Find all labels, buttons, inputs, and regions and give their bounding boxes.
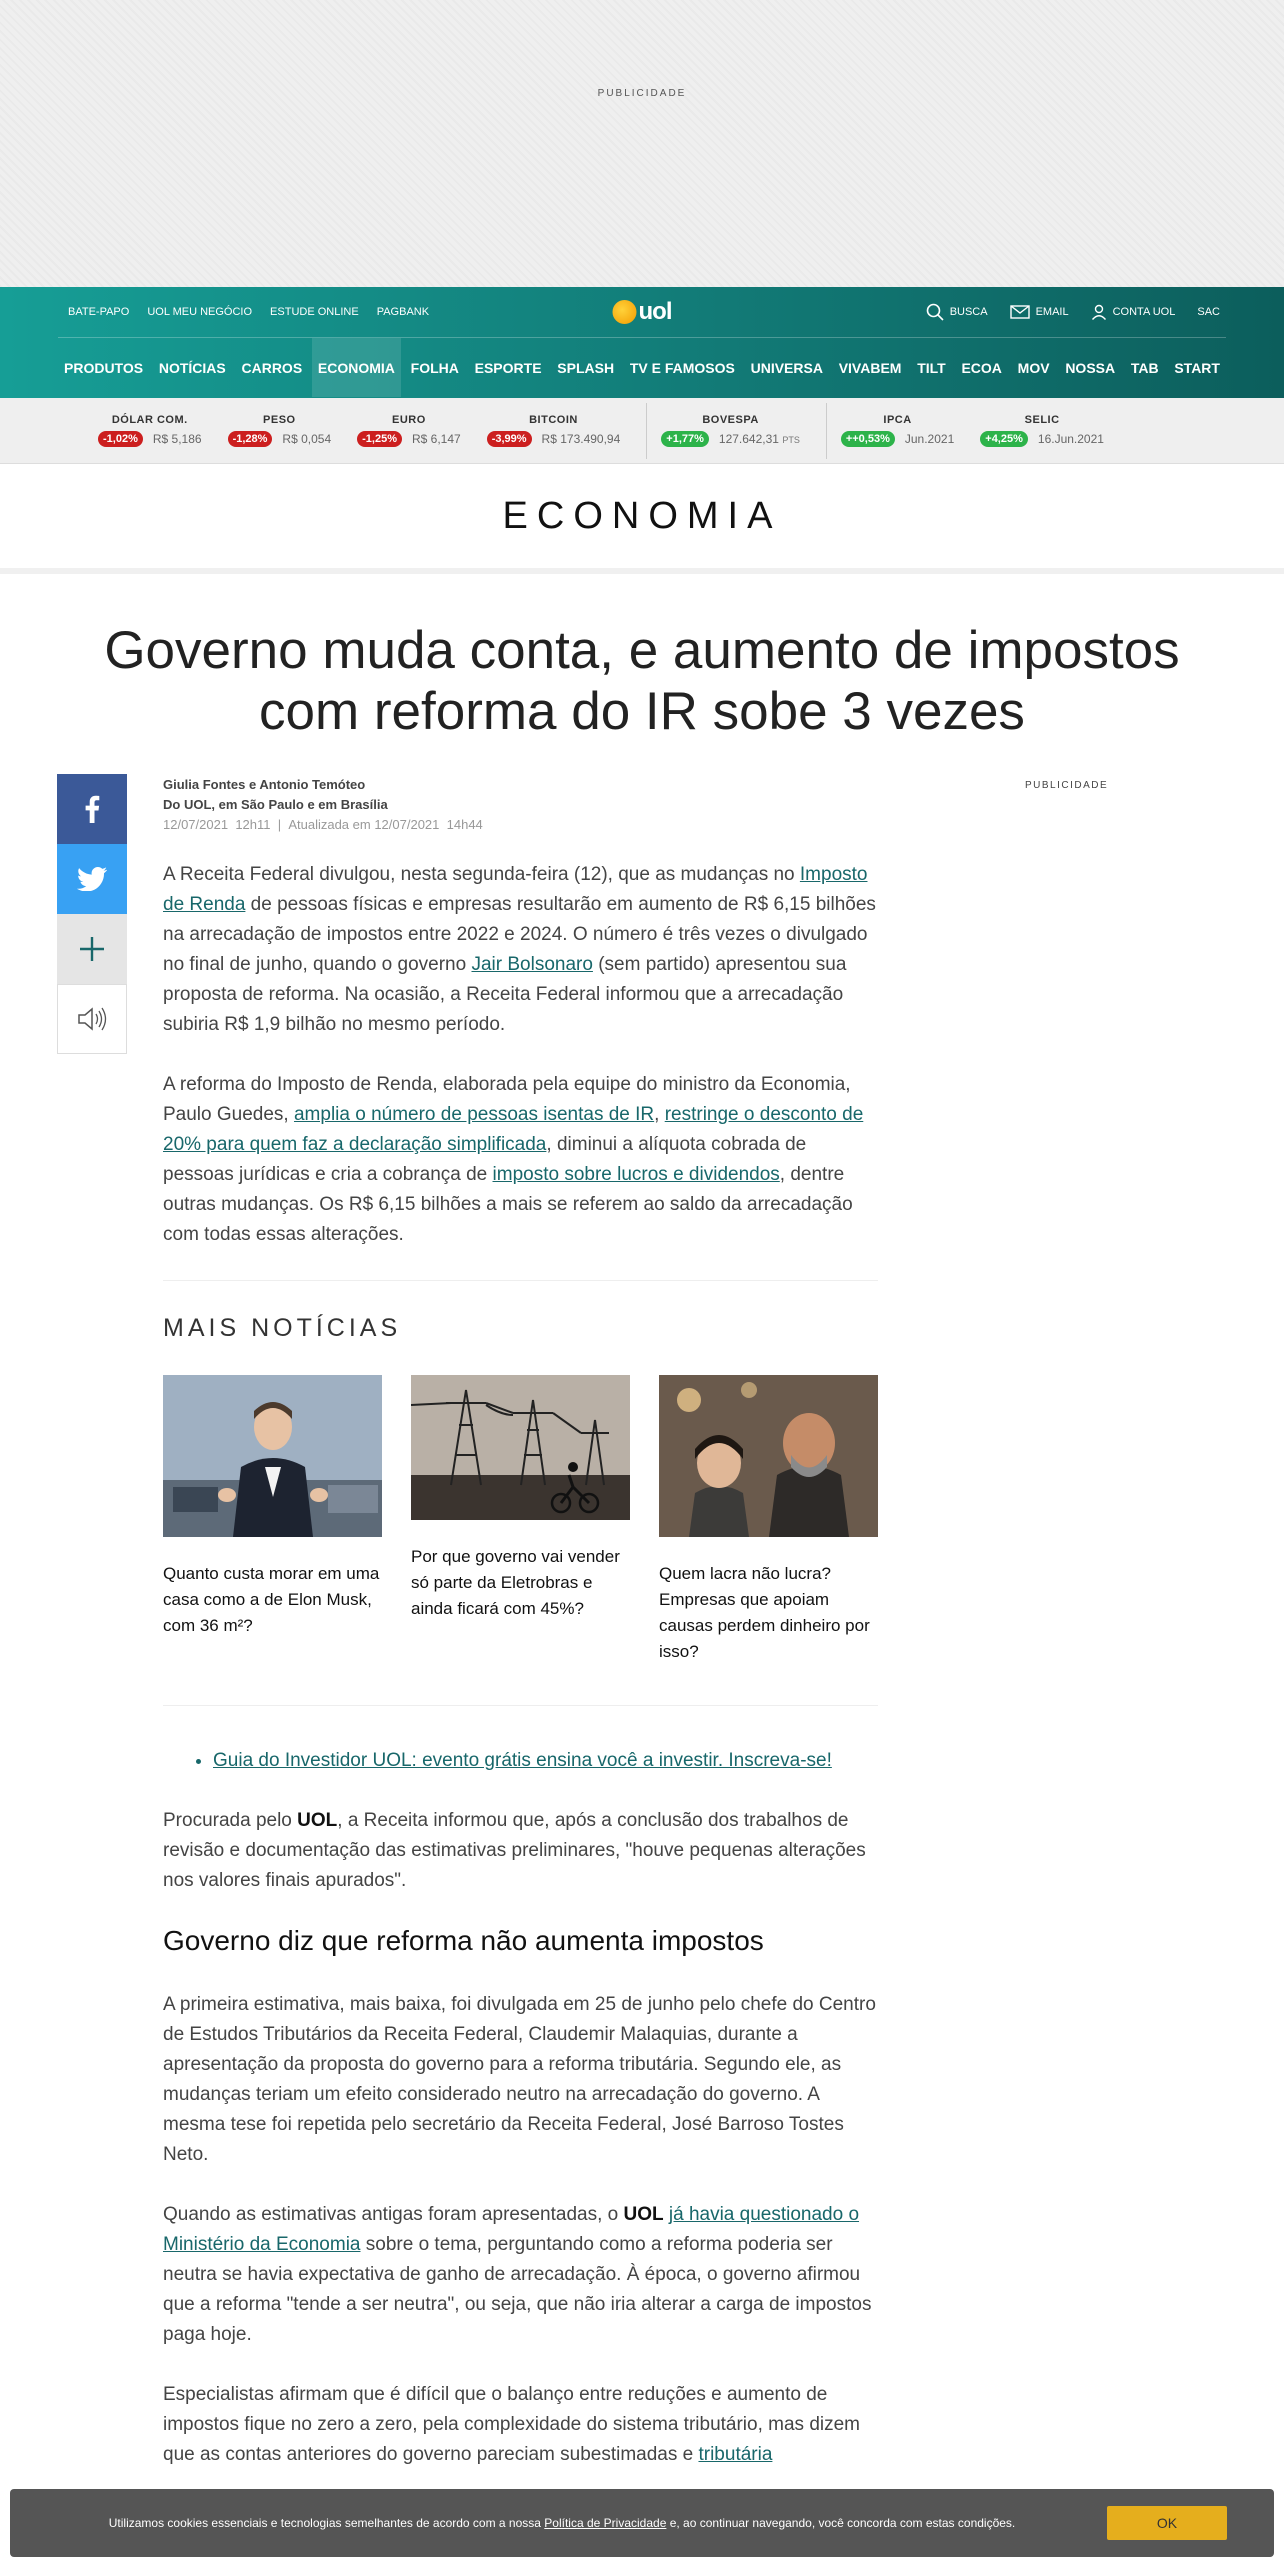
link-estude-online[interactable]: ESTUDE ONLINE xyxy=(270,306,359,318)
link-tributaria[interactable]: tributária xyxy=(698,2444,773,2465)
uol-sun-icon xyxy=(613,300,637,324)
news-cards xyxy=(163,1375,878,1706)
uol-logo[interactable] xyxy=(613,298,672,326)
card-title: Quem lacra não lucra? Empresas que apoiam causas perdem dinheiro por isso? xyxy=(659,1564,870,1661)
more-news-title: MAIS NOTÍCIAS xyxy=(163,1314,402,1342)
nav-esporte[interactable]: ESPORTE xyxy=(474,359,542,376)
paragraph: A primeira estimativa, mais baixa, foi divulgada em 25 de junho pelo chefe do Centro de Estudos Tributários da Receita Federal, Claudemir Malaquias, durante a apresentação da proposta do governo para a reforma tributária. Segundo ele, as mudanças teriam um efeito considerado neutro na arrecadação do governo. A mesma tese foi repetida pelo secretário da Receita Federal, José Barroso Tostes Neto. xyxy=(163,1994,876,2165)
link-dividendos[interactable]: imposto sobre lucros e dividendos xyxy=(492,1164,780,1185)
ticker-dolar[interactable] xyxy=(98,414,202,447)
publish-dates: 12/07/2021 12h11 | Atualizada em 12/07/2021 14h44 xyxy=(163,817,483,832)
nav-splash[interactable]: SPLASH xyxy=(557,359,615,376)
cookie-message: Utilizamos cookies essenciais e tecnologias semelhantes de acordo com a nossa Política de Privacidade e, ao continuar navegando, você concorda com estas condições. xyxy=(108,2516,1016,2530)
publish-time: 12h11 xyxy=(235,817,271,832)
link-ministerio-economia[interactable]: já havia questionado o Ministério da Economia xyxy=(163,2204,860,2255)
ticker-peso[interactable] xyxy=(228,414,332,447)
facebook-share-button[interactable] xyxy=(57,774,127,844)
ticker-unit: PTS xyxy=(782,435,800,445)
card-image-musk xyxy=(163,1375,382,1537)
link-pagbank[interactable]: PAGBANK xyxy=(376,306,430,318)
nav-start[interactable]: START xyxy=(1174,359,1220,376)
top-ad xyxy=(0,0,1284,287)
nav-tab[interactable]: TAB xyxy=(1130,359,1159,376)
ticker-bitcoin[interactable] xyxy=(487,414,621,447)
cookie-ok-button[interactable]: OK xyxy=(1107,2506,1227,2540)
ad-label: PUBLICIDADE xyxy=(597,88,687,99)
nav-ecoa[interactable]: ECOA xyxy=(961,359,1002,376)
link-isentos[interactable]: amplia o número de pessoas isentas de IR xyxy=(293,1104,655,1125)
news-card[interactable] xyxy=(163,1375,382,1665)
ticker-value: R$ 6,147 xyxy=(411,432,461,446)
main-nav xyxy=(58,337,1226,397)
ticker-value: R$ 0,054 xyxy=(282,432,332,446)
email-button[interactable] xyxy=(1010,305,1069,319)
paragraph: A reforma do Imposto de Renda, elaborada pela equipe do ministro da Economia, Paulo Guedes, amplia o número de pessoas isentas de IR, restringe o desconto de 20% para quem faz a declaração simplificada, diminui a alíquota cobrada de pessoas jurídicas e cria a cobrança de imposto sobre lucros e dividendos, dentre outras mudanças. Os R$ 6,15 bilhões a mais se referem ao saldo da arrecadação com todas essas alterações. xyxy=(163,1074,864,1245)
email-label: EMAIL xyxy=(1035,306,1069,318)
link-bate-papo[interactable]: BATE-PAPO xyxy=(68,306,130,318)
ticker-name: SELIC xyxy=(1024,414,1060,426)
section-header xyxy=(0,464,1284,574)
ticker-name: BOVESPA xyxy=(702,414,759,426)
ticker-divider xyxy=(826,403,827,459)
side-ad-label: PUBLICIDADE xyxy=(1025,780,1109,791)
search-label: BUSCA xyxy=(949,306,988,318)
logo-text: uol xyxy=(638,298,672,325)
account-label: CONTA UOL xyxy=(1112,306,1176,318)
ticker-name: IPCA xyxy=(883,414,912,426)
ticker-selic[interactable] xyxy=(980,414,1104,447)
nav-carros[interactable]: CARROS xyxy=(241,359,303,376)
ticker-name: PESO xyxy=(263,414,296,426)
share-bar xyxy=(57,774,127,1054)
related-links xyxy=(213,1746,878,1776)
more-news xyxy=(163,1280,878,1706)
paragraph: Procurada pelo UOL, a Receita informou que, após a conclusão dos trabalhos de revisão e documentação das estimativas preliminares, "houve pequenas alterações nos valores finais apurados". xyxy=(163,1810,866,1891)
ticker-name: BITCOIN xyxy=(529,414,578,426)
nav-tilt[interactable]: TILT xyxy=(917,359,946,376)
byline-org: Do UOL, em São Paulo e em Brasília xyxy=(163,797,388,812)
privacy-policy-link[interactable]: Política de Privacidade xyxy=(544,2516,667,2530)
updated-date: Atualizada em 12/07/2021 xyxy=(288,817,440,832)
search-button[interactable] xyxy=(926,303,988,321)
subheading: Governo diz que reforma não aumenta impostos xyxy=(163,1925,764,1956)
nav-economia[interactable]: ECONOMIA xyxy=(312,338,401,397)
card-title: Quanto custa morar em uma casa como a de Elon Musk, com 36 m²? xyxy=(163,1564,380,1635)
ticker-change: -1,25% xyxy=(357,431,402,447)
ticker-ipca[interactable] xyxy=(841,414,954,447)
card-image-eletrobras xyxy=(411,1375,630,1520)
ticker-value: 16.Jun.2021 xyxy=(1037,432,1104,446)
link-uol-meu-negocio[interactable]: UOL MEU NEGÓCIO xyxy=(147,306,253,318)
paragraph: A Receita Federal divulgou, nesta segunda-feira (12), que as mudanças no Imposto de Renda de pessoas físicas e empresas resultarão em aumento de R$ 6,15 bilhões na arrecadação de impostos entre 2022 e 2024. O número é três vezes o divulgado no final de junho, quando o governo Jair Bolsonaro (sem partido) apresentou sua proposta de reforma. Na ocasião, a Receita Federal informou que a arrecadação subiria R$ 1,9 bilhão no mesmo período. xyxy=(163,864,876,1035)
ticker-change: ++0,53% xyxy=(841,431,895,447)
search-icon xyxy=(926,303,944,321)
market-ticker xyxy=(0,398,1284,464)
ticker-name: EURO xyxy=(392,414,426,426)
ticker-value: R$ 5,186 xyxy=(152,432,202,446)
ticker-name: DÓLAR COM. xyxy=(111,414,188,426)
paragraph: Quando as estimativas antigas foram apresentadas, o UOL já havia questionado o Ministério da Economia sobre o tema, perguntando como a reforma poderia ser neutra se havia expectativa de ganho de arrecadação. À época, o governo afirmou que a reforma "tende a ser neutra", ou seja, que não iria alterar a carga de impostos paga hoje. xyxy=(163,2204,872,2345)
email-icon xyxy=(1010,305,1030,319)
card-image-empresas xyxy=(659,1375,878,1537)
ticker-value: 127.642,31 xyxy=(718,432,779,446)
article-body xyxy=(163,860,878,2500)
listen-button[interactable] xyxy=(57,984,127,1054)
news-card[interactable] xyxy=(659,1375,878,1665)
ticker-change: -3,99% xyxy=(487,431,532,447)
related-link-item xyxy=(213,1746,878,1776)
nav-universa[interactable]: UNIVERSA xyxy=(750,359,823,376)
section-title[interactable]: ECONOMIA xyxy=(502,494,782,537)
guia-investidor-link[interactable]: Guia do Investidor UOL: evento grátis ensina você a investir. Inscreva-se! xyxy=(213,1750,832,1771)
twitter-share-button[interactable] xyxy=(57,844,127,914)
link-imposto-de-renda[interactable]: Imposto de Renda xyxy=(163,864,868,915)
ticker-change: -1,02% xyxy=(98,431,143,447)
user-icon xyxy=(1091,304,1107,320)
nav-produtos[interactable]: PRODUTOS xyxy=(64,359,144,376)
paragraph: Especialistas afirmam que é difícil que o balanço entre reduções e aumento de impostos fique no zero a zero, pela complexidade do sistema tributário, mas dizem que as contas anteriores do governo pareciam subestimadas e tributária xyxy=(163,2384,861,2465)
card-title: Por que governo vai vender só parte da Eletrobras e ainda ficará com 45%? xyxy=(411,1547,620,1618)
site-header xyxy=(0,287,1284,398)
byline xyxy=(163,775,483,835)
nav-nossa[interactable]: NOSSA xyxy=(1065,359,1116,376)
ticker-divider xyxy=(646,403,647,459)
nav-noticias[interactable]: NOTÍCIAS xyxy=(158,359,226,376)
header-links xyxy=(68,306,429,318)
nav-vivabem[interactable]: VIVABEM xyxy=(838,359,902,376)
ticker-bovespa[interactable] xyxy=(661,414,800,447)
authors: Giulia Fontes e Antonio Temóteo xyxy=(163,777,366,792)
header-top-bar xyxy=(0,287,1284,337)
link-desconto[interactable]: restringe o desconto de 20% para quem faz a declaração simplificada xyxy=(163,1104,864,1155)
ticker-euro[interactable] xyxy=(357,414,461,447)
publish-date: 12/07/2021 xyxy=(163,817,229,832)
ticker-change: -1,28% xyxy=(228,431,273,447)
sac-link[interactable]: SAC xyxy=(1197,306,1220,318)
headline: Governo muda conta, e aumento de impostos com reforma do IR sobe 3 vezes xyxy=(104,621,1180,742)
nav-folha[interactable]: FOLHA xyxy=(410,359,459,376)
nav-mov[interactable]: MOV xyxy=(1017,359,1050,376)
twitter-icon xyxy=(77,867,107,891)
more-share-button[interactable] xyxy=(57,914,127,984)
cookie-banner xyxy=(10,2489,1274,2557)
account-button[interactable] xyxy=(1091,304,1176,320)
ticker-value: Jun.2021 xyxy=(904,432,955,446)
header-actions xyxy=(926,303,1220,321)
plus-icon xyxy=(79,936,105,962)
ticker-change: +4,25% xyxy=(980,431,1028,447)
ticker-change: +1,77% xyxy=(661,431,709,447)
link-jair-bolsonaro[interactable]: Jair Bolsonaro xyxy=(471,954,593,975)
updated-time: 14h44 xyxy=(446,817,483,832)
news-card[interactable] xyxy=(411,1375,630,1665)
facebook-icon xyxy=(84,795,100,823)
nav-tv-e-famosos[interactable]: TV E FAMOSOS xyxy=(629,359,735,376)
speaker-icon xyxy=(77,1006,107,1032)
ticker-value: R$ 173.490,94 xyxy=(541,432,621,446)
